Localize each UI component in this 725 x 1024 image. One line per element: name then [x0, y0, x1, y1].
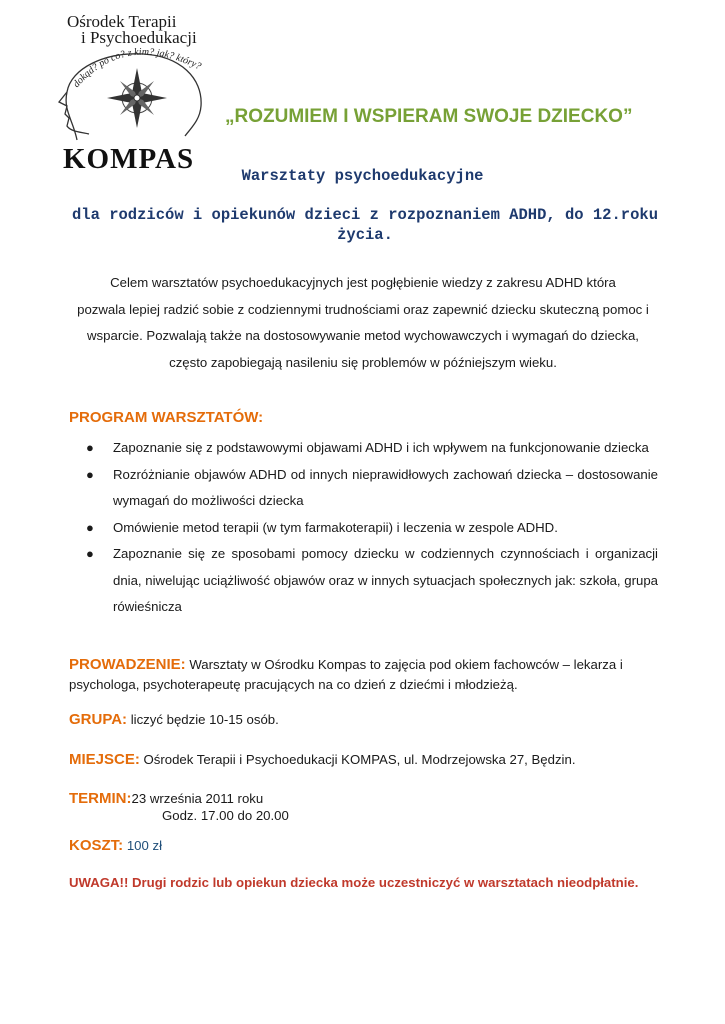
bullet-icon: ●: [86, 519, 94, 535]
list-item-text: Rozróżnianie objawów ADHD od innych nieprawidłowych zachowań dziecka – dostosowanie wymagań do możliwości dziecka: [113, 466, 658, 508]
list-item: [86, 462, 658, 515]
list-item: [86, 541, 658, 621]
program-list: [86, 435, 658, 621]
intro-paragraph: [66, 270, 660, 376]
page-title: „ROZUMIEM I WSPIERAM SWOJE DZIECKO”: [225, 106, 633, 127]
termin-date: 23 września 2011 roku: [131, 791, 264, 806]
intro-line: często zapobiegają nasileniu się problemów w późniejszym wieku.: [169, 354, 557, 370]
logo-arc-text: dokąd? po co? z kim? jak? który?: [71, 46, 203, 90]
intro-line: wsparcie. Pozwalają także na dostosowywanie metod wychowawczych i wymagań do dziecka,: [87, 328, 639, 343]
prowadzenie-section: [69, 655, 659, 695]
list-item-text: Zapoznanie się ze sposobami pomocy dziecku w codziennych czynnościach i organizacji dnia, niwelując uciążliwość objawów oraz w innych sytuacjach społecznych jak: szkoła, grupa rówieśnicza: [113, 546, 658, 614]
bullet-icon: ●: [86, 546, 94, 561]
bullet-icon: ●: [86, 440, 94, 455]
logo-line-1: Ośrodek Terapii: [67, 12, 177, 31]
prowadzenie-text: Warsztaty w Ośrodku Kompas to zajęcia pod okiem fachowców – lekarza i psychologa, psychoterapeutę pracujących na co dzień z dziećmi i młodzieżą.: [69, 657, 623, 692]
koszt-section: [69, 836, 659, 856]
list-item-text: Zapoznanie się z podstawowymi objawami ADHD i ich wpływem na funkcjonowanie dziecka: [113, 440, 649, 455]
list-item: [86, 515, 658, 542]
grupa-label: GRUPA:: [69, 711, 128, 728]
audience-line: dla rodziców i opiekunów dzieci z rozpoznaniem ADHD, do 12.roku życia.: [72, 206, 658, 244]
grupa-text: liczyć będzie 10-15 osób.: [127, 712, 279, 727]
termin-section: [69, 789, 659, 809]
koszt-value: 100 zł: [123, 838, 163, 853]
subtitle: Warsztaty psychoedukacyjne: [241, 167, 484, 185]
compass-head-icon: [55, 40, 220, 150]
notice: UWAGA!! Drugi rodzic lub opiekun dziecka może uczestniczyć w warsztatach nieodpłatnie.: [69, 875, 639, 890]
miejsce-section: [69, 750, 659, 770]
koszt-label: KOSZT:: [69, 837, 124, 854]
logo-name: KOMPAS: [63, 143, 195, 175]
prowadzenie-label: PROWADZENIE:: [69, 656, 186, 673]
miejsce-label: MIEJSCE:: [69, 751, 140, 768]
logo-line-2: i Psychoedukacji: [81, 28, 197, 47]
logo: [55, 10, 220, 175]
intro-line: pozwala lepiej radzić sobie z codziennymi trudnościami oraz zapewnić dziecku skuteczną pomoc i: [77, 301, 649, 317]
termin-label: TERMIN:: [69, 790, 132, 807]
list-item-text: Omówienie metod terapii (w tym farmakoterapii) i leczenia w zespole ADHD.: [113, 519, 558, 535]
intro-line: Celem warsztatów psychoedukacyjnych jest pogłębienie wiedzy z zakresu ADHD która: [110, 275, 616, 290]
termin-hours: Godz. 17.00 do 20.00: [162, 808, 289, 823]
list-item: [86, 435, 658, 462]
program-heading: PROGRAM WARSZTATÓW:: [69, 409, 264, 426]
grupa-section: [69, 710, 659, 730]
bullet-icon: ●: [86, 466, 94, 482]
miejsce-text: Ośrodek Terapii i Psychoedukacji KOMPAS, ul. Modrzejowska 27, Będzin.: [139, 752, 576, 767]
